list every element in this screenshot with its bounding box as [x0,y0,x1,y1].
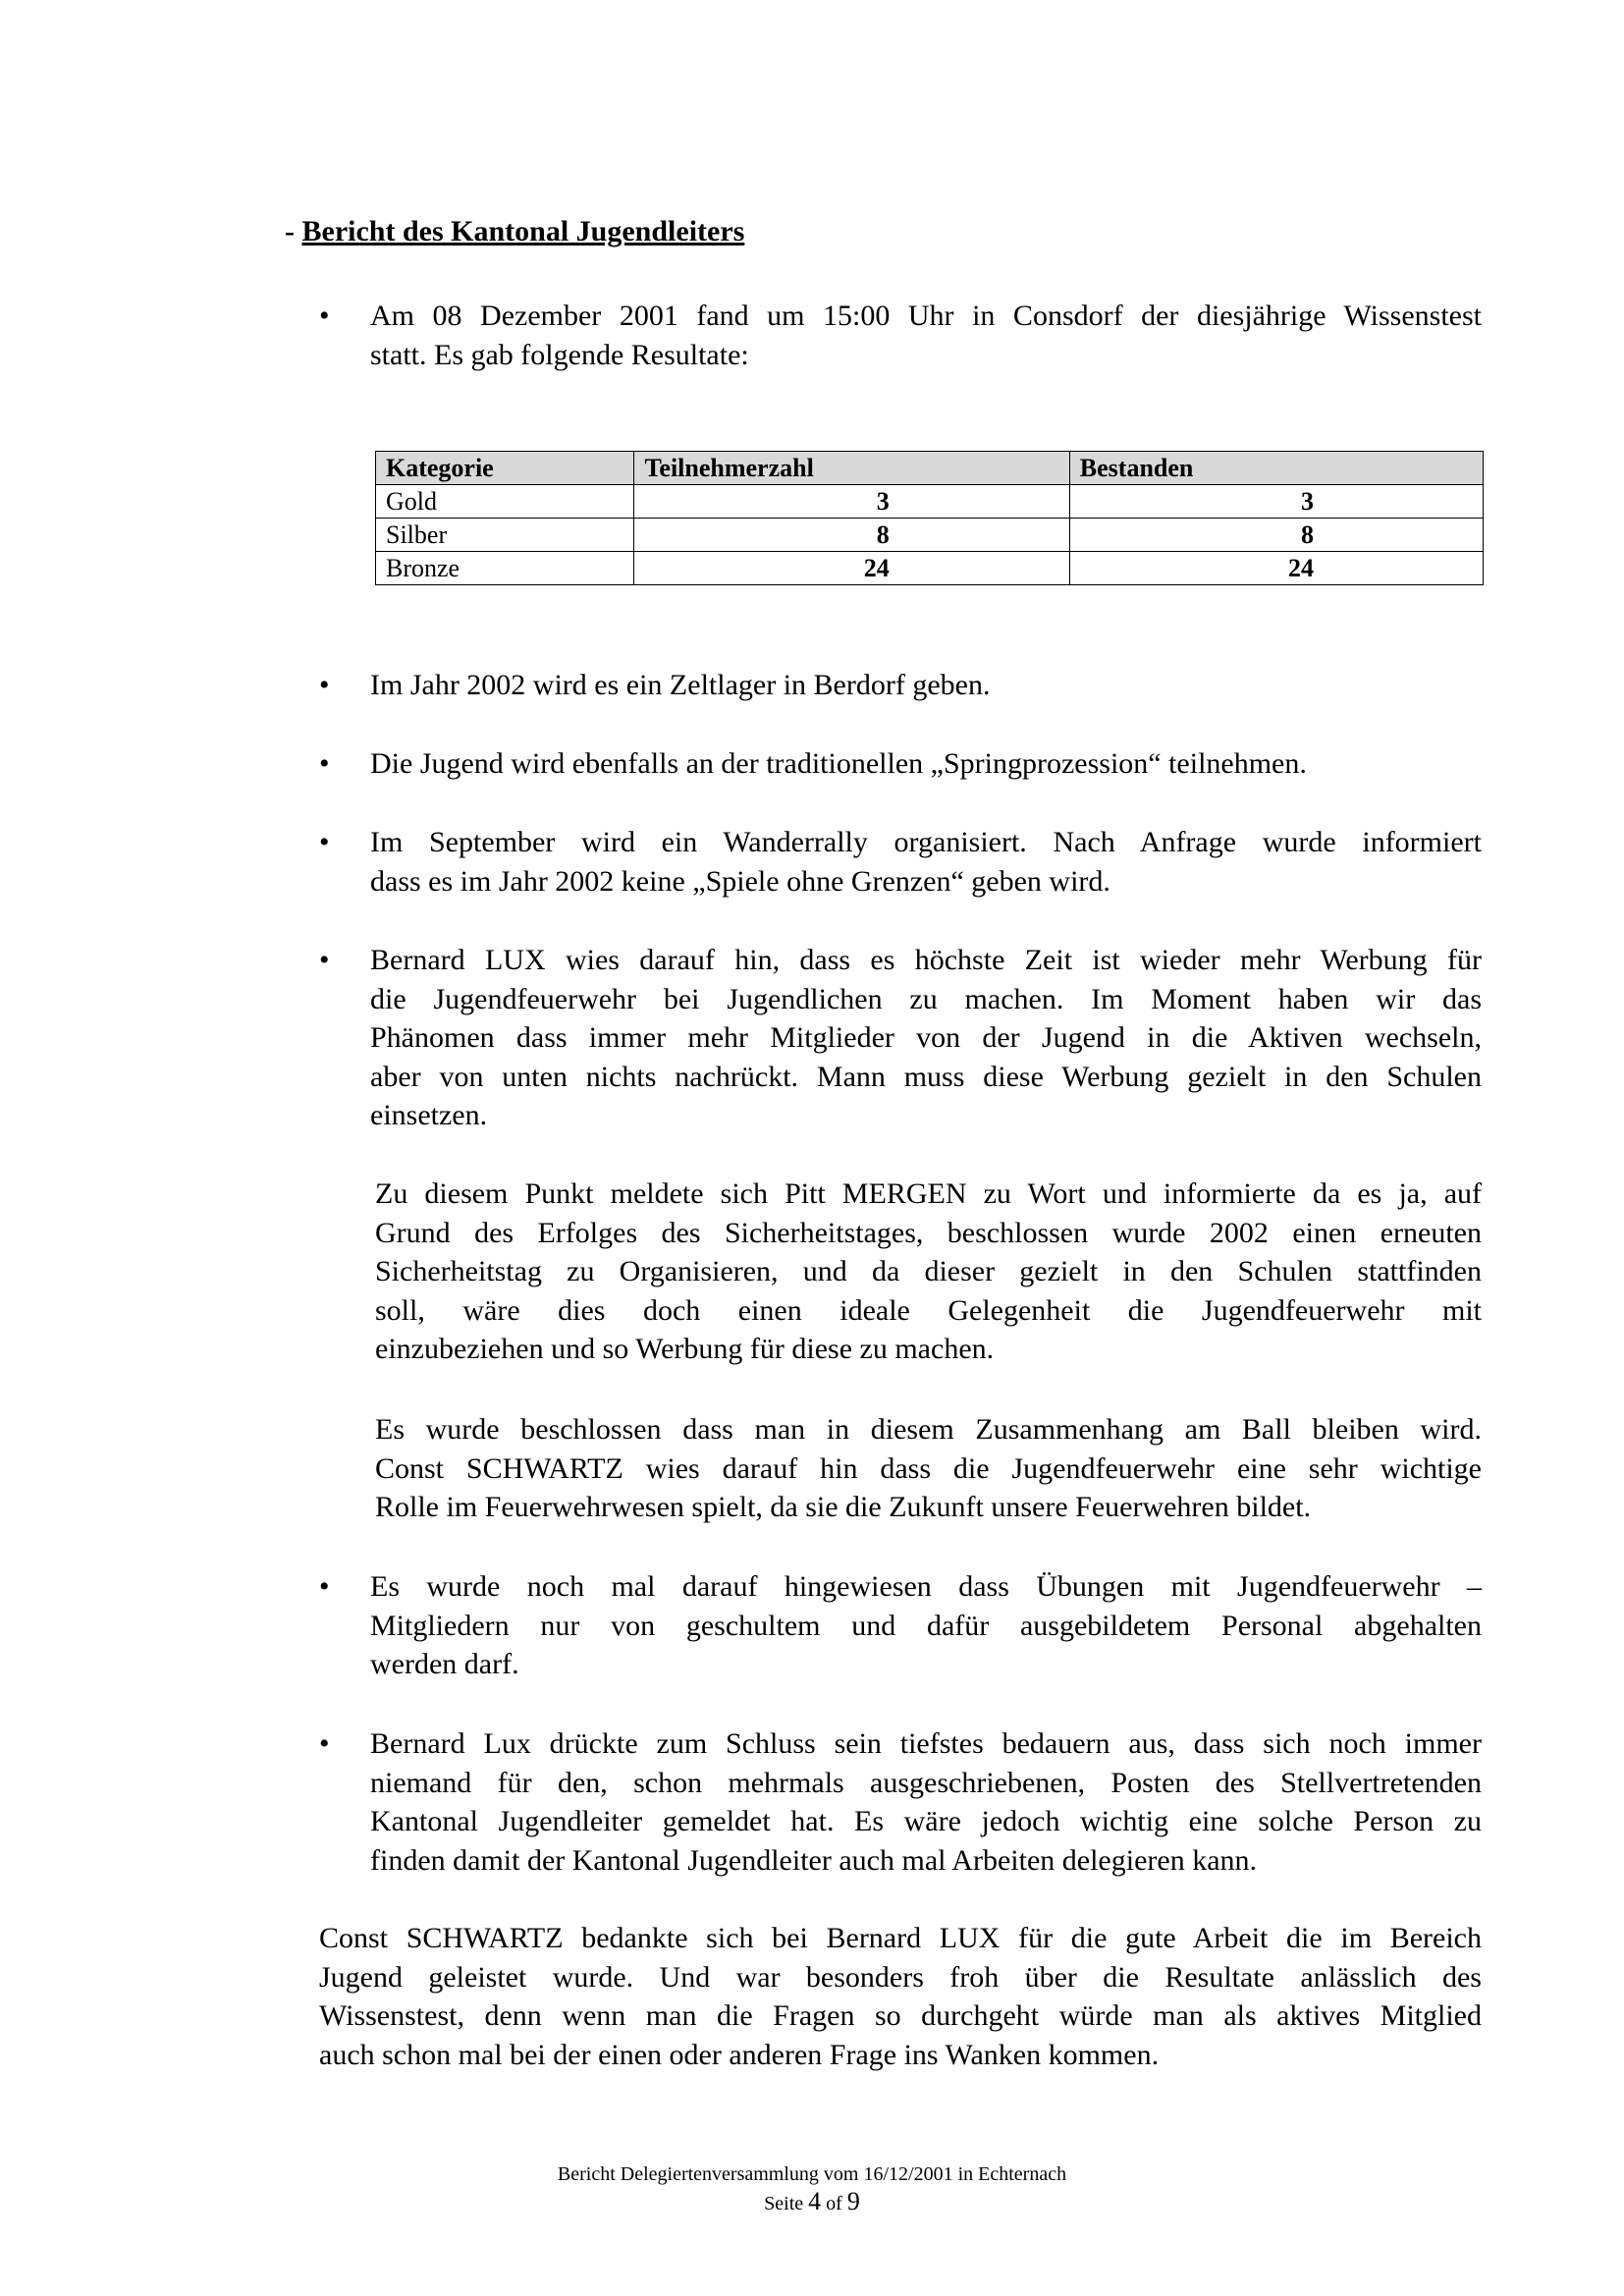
page-of: of [821,2193,847,2214]
paragraph-line: Rolle im Feuerwehrwesen spielt, da sie die Zukunft unsere Feuerwehren bildet. [375,1491,1312,1523]
bullet-marker: • [319,1727,330,1760]
paragraph-line: Grund des Erfolges des Sicherheitstages, beschlossen wurde 2002 einen erneuten [375,1216,1482,1249]
paragraph-beschlossen [375,1410,1482,1527]
paragraph-stellvertreter [370,1724,1482,1880]
paragraph-line: die Jugendfeuerwehr bei Jugendlichen zu machen. Im Moment haben wir das [370,982,1482,1015]
paragraph-line: Phänomen dass immer mehr Mitglieder von der Jugend in die Aktiven wechseln, [370,1021,1482,1054]
paragraph-wanderrally [370,823,1482,901]
paragraph-line: Jugend geleistet wurde. Und war besonders froh über die Resultate anlässlich des [319,1960,1482,1994]
table-cell: 8 [1069,519,1483,552]
paragraph-line: statt. Es gab folgende Resultate: [370,338,749,371]
page-total: 9 [846,2187,860,2215]
paragraph-zeltlager: Im Jahr 2002 wird es ein Zeltlager in Berdorf geben. [370,669,991,701]
column-header-bestanden: Bestanden [1069,452,1483,485]
paragraph-line: Mitgliedern nur von geschultem und dafür ausgebildetem Personal abgehalten [370,1609,1482,1642]
footer-page-number [0,2188,1624,2217]
table-row [376,519,1484,552]
paragraph-line: aber von unten nichts nachrückt. Mann muss diese Werbung gezielt in den Schulen [370,1060,1482,1093]
heading-prefix: - [285,215,302,247]
paragraph-line: finden damit der Kantonal Jugendleiter auch mal Arbeiten delegieren kann. [370,1843,1258,1877]
bullet-marker: • [319,1570,330,1603]
paragraph-line: Am 08 Dezember 2001 fand um 15:00 Uhr in Consdorf der diesjährige Wissenstest [370,300,1482,332]
paragraph-line: Const SCHWARTZ wies darauf hin dass die Jugendfeuerwehr eine sehr wichtige [375,1451,1482,1485]
bullet-marker: • [319,826,330,858]
table-row [376,485,1484,519]
paragraph-line: dass es im Jahr 2002 keine „Spiele ohne Grenzen“ geben wird. [370,864,1110,898]
results-table [375,451,1484,585]
paragraph-line: soll, wäre dies doch einen ideale Gelegenheit die Jugendfeuerwehr mit [375,1293,1482,1327]
table-cell: 3 [1069,485,1483,519]
paragraph-uebungen [370,1567,1482,1684]
table-cell: Silber [376,519,634,552]
paragraph-line: auch schon mal bei der einen oder anderen Frage ins Wanken kommen. [319,2038,1160,2071]
table-cell: Gold [376,485,634,519]
column-header-kategorie: Kategorie [376,452,634,485]
paragraph-line: Zu diesem Punkt meldete sich Pitt MERGEN zu Wort und informierte da es ja, auf [375,1177,1482,1210]
paragraph-line: Sicherheitstag zu Organisieren, und da dieser gezielt in den Schulen stattfinden [375,1255,1482,1287]
paragraph-line: Es wurde beschlossen dass man in diesem Zusammenhang am Ball bleiben wird. [375,1413,1482,1446]
section-heading [285,214,744,249]
table-cell: 24 [1069,552,1483,585]
table-cell: 3 [634,485,1069,519]
paragraph-line: einsetzen. [370,1099,488,1131]
bullet-marker: • [319,747,330,780]
paragraph-line: Bernard Lux drückte zum Schluss sein tiefstes bedauern aus, dass sich noch immer [370,1727,1482,1760]
table-cell: 8 [634,519,1069,552]
bullet-marker: • [319,669,330,701]
paragraph-closing [319,1919,1482,2074]
paragraph-line: Const SCHWARTZ bedankte sich bei Bernard LUX für die gute Arbeit die im Bereich [319,1922,1482,1954]
column-header-teilnehmerzahl: Teilnehmerzahl [634,452,1069,485]
paragraph-line: Bernard LUX wies darauf hin, dass es höchste Zeit ist wieder mehr Werbung für [370,944,1482,976]
table-header-row [376,452,1484,485]
paragraph-line: werden darf. [370,1648,519,1680]
page-prefix: Seite [764,2193,809,2214]
paragraph-line: Kantonal Jugendleiter gemeldet hat. Es wäre jedoch wichtig eine solche Person zu [370,1805,1482,1837]
paragraph-line: einzubeziehen und so Werbung für diese zu machen. [375,1333,995,1365]
table-cell: 24 [634,552,1069,585]
heading-title: Bericht des Kantonal Jugendleiters [301,215,745,247]
table-row [376,552,1484,585]
bullet-marker: • [319,944,330,976]
paragraph-line: Es wurde noch mal darauf hingewiesen dass Übungen mit Jugendfeuerwehr – [370,1570,1482,1603]
table-cell: Bronze [376,552,634,585]
paragraph-line: Wissenstest, denn wenn man die Fragen so durchgeht würde man als aktives Mitglied [319,1999,1482,2032]
paragraph-line: niemand für den, schon mehrmals ausgeschriebenen, Posten des Stellvertretenden [370,1766,1482,1799]
paragraph-line: Im September wird ein Wanderrally organisiert. Nach Anfrage wurde informiert [370,826,1482,858]
footer-report-title: Bericht Delegiertenversammlung vom 16/12/2001 in Echternach [557,2163,1067,2185]
paragraph-springprozession: Die Jugend wird ebenfalls an der traditionellen „Springprozession“ teilnehmen. [370,747,1307,780]
paragraph-mergen [375,1175,1482,1369]
page-current: 4 [808,2187,822,2215]
bullet-marker: • [319,300,330,332]
paragraph-wissenstest [370,297,1482,374]
paragraph-werbung [370,941,1482,1135]
